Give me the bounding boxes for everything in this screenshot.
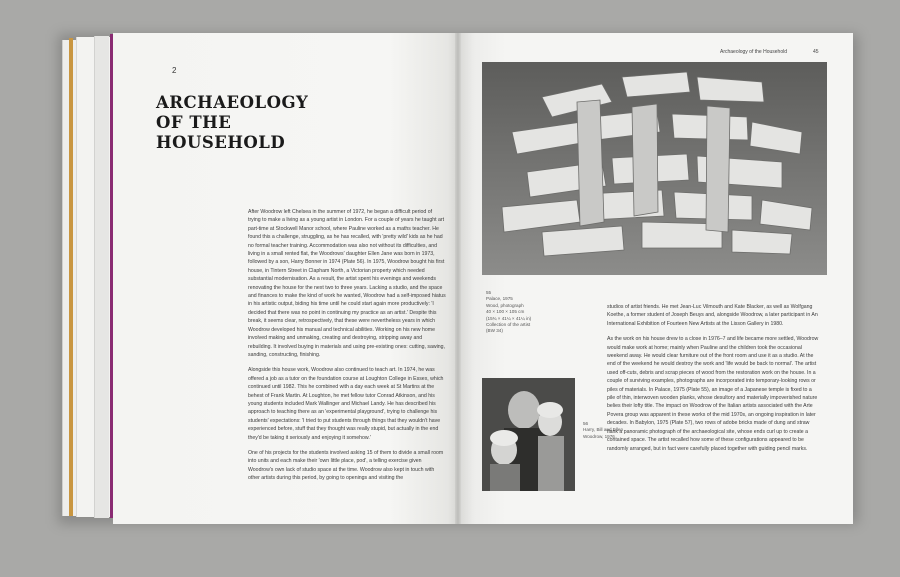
page-number: 45 [813, 49, 819, 55]
paragraph: Alongside this house work, Woodrow also continued to teach art. In 1974, he was offered a job as a tutor on the foundation course at Loughton College in Essex, which continued until 1982. This he combined with a day each week at St Martins at the behest of Frank Martin. At Loughton, he met fellow tutor Conrad Atkinson, and his young students included Mark Wallinger and Michael Landy. He has described his approach to teaching there as an 'experimental playground', trying to challenge his students' expectations: 'I tried to put students through things that they wouldn't have experienced before, stuff that they thought was really stupid, but actually in the end they'd be taking it seriously and enjoying it somehow.' [248, 367, 444, 441]
family-illustration [482, 378, 575, 491]
paragraph: One of his projects for the students involved asking 15 of them to divide a small room into units and each make their 'own little place, pod', a telling exercise given Woodrow's own lack of studio space at the time. Woodrow also kept in touch with other artists during this period, by going to openings and visiting the [248, 449, 444, 482]
caption-line: Woodrow, 1976 [583, 433, 615, 439]
left-body-text [248, 208, 446, 490]
right-body-text [607, 303, 821, 460]
page-edge [94, 36, 109, 518]
caption-line: Collection of the artist [486, 322, 531, 328]
family-photograph [482, 378, 575, 491]
paragraph: studios of artist friends. He met Jean-Luc Vilmouth and Kate Blacker, as well as Wolfgang Koethe, a former student of Joseph Beuys and, alongside Woodrow, a later participant in An International Exhibition of Fourteen New Artists at the Lisson Gallery in 1980. [607, 304, 818, 327]
chapter-title [156, 93, 356, 153]
chapter-title-line: ARCHAEOLOGY [156, 93, 309, 112]
caption-line: Harry, Bill and Ellen [583, 427, 623, 433]
caption-line: 55 [486, 290, 492, 295]
caption-plate-55 [486, 290, 531, 335]
page-edge-ochre [69, 38, 73, 516]
caption-line: Palace, 1975 [486, 296, 513, 302]
chapter-title-line: HOUSEHOLD [156, 133, 286, 152]
caption-line: 56 [583, 421, 589, 426]
chapter-title-line: OF THE [156, 113, 232, 132]
paragraph: After Woodrow left Chelsea in the summer of 1972, he began a difficult period of trying to make a living as a young artist in London. For a couple of years he taught art part-time at Stockwell Manor school, where Pauline worked as a maths teacher. He found this a challenge, struggling, as he has recalled, with 'pretty wild' kids as he had no formal teacher training. Accommodation was also not without its difficulties, and living in a small rented flat, the Woodrows' daughter Ellen Jane was born in 1973, followed by a son, Harry Bonner in 1974 (Plate 56). In 1975, Woodrow bought his first house, in Tintern Street in Clapham North, a Victorian property which needed substantial modernisation. As a result, the artist spent his evenings and weekends renovating the house for the next two to three years. Lacking a studio, and the space and finances to make the kind of work he wanted, Woodrow had a self-imposed hiatus in his artistic output, biding his time until he could start again more productively: 'I decided that there was no point in continuing my practice as an artist.' Despite this break, it seems clear, retrospectively, that these were nevertheless years in which Woodrow developed his manual and technical abilities. Working on his new home involved making and unmaking, creating and destroying, stripping away and rebuilding. It involved buying in materials and using pre-existing ones: cutting, sawing, sanding, constructing, finishing. [248, 209, 446, 358]
caption-line: (15¾ × 41¼ × 41¼ in) [486, 315, 532, 321]
chapter-number: 2 [172, 66, 177, 75]
caption-line: 40 × 100 × 105 cm [486, 309, 525, 315]
palace-photograph [482, 62, 827, 275]
caption-line: (BW 34) [486, 328, 503, 334]
wood-planks-illustration [482, 62, 827, 275]
book-gutter [455, 33, 461, 524]
caption-line: Wood, photograph [486, 302, 524, 308]
running-head: Archaeology of the Household [720, 49, 787, 55]
paragraph: As the work on his house drew to a close in 1976–7 and life became more settled, Woodrow would make work at home; mainly when Pauline and the children took the occasional weekend away. He would clear furniture out of the front room and use it as a studio. At the end of the weekend he would destroy the work and 'life would be back to normal'. The artist used off-cuts, debris and scrap pieces of wood from the restoration work on the house. In a couple of surviving examples, photographs are incorporated into temporary-looking rows or piles of materials. In Palace, 1975 (Plate 55), an image of a Japanese temple is fixed to a pile of thin, interwoven wooden planks, whose desultory and materially impoverished nature belies their lofty title. The impact on Woodrow of the Italian artists associated with the Arte Povera group was apparent in these works of the mid 1970s, an ongoing inspiration in later decades. In Babylon, 1975 (Plate 57), two rows of adobe bricks made of dung and straw flank a panoramic photograph of the archaeological site, whose ends curl up to create a contained space. The artist recalled how some of these configurations appeared to be randomly arranged, but in fact were carefully placed together with guiding pencil marks. [607, 336, 819, 452]
